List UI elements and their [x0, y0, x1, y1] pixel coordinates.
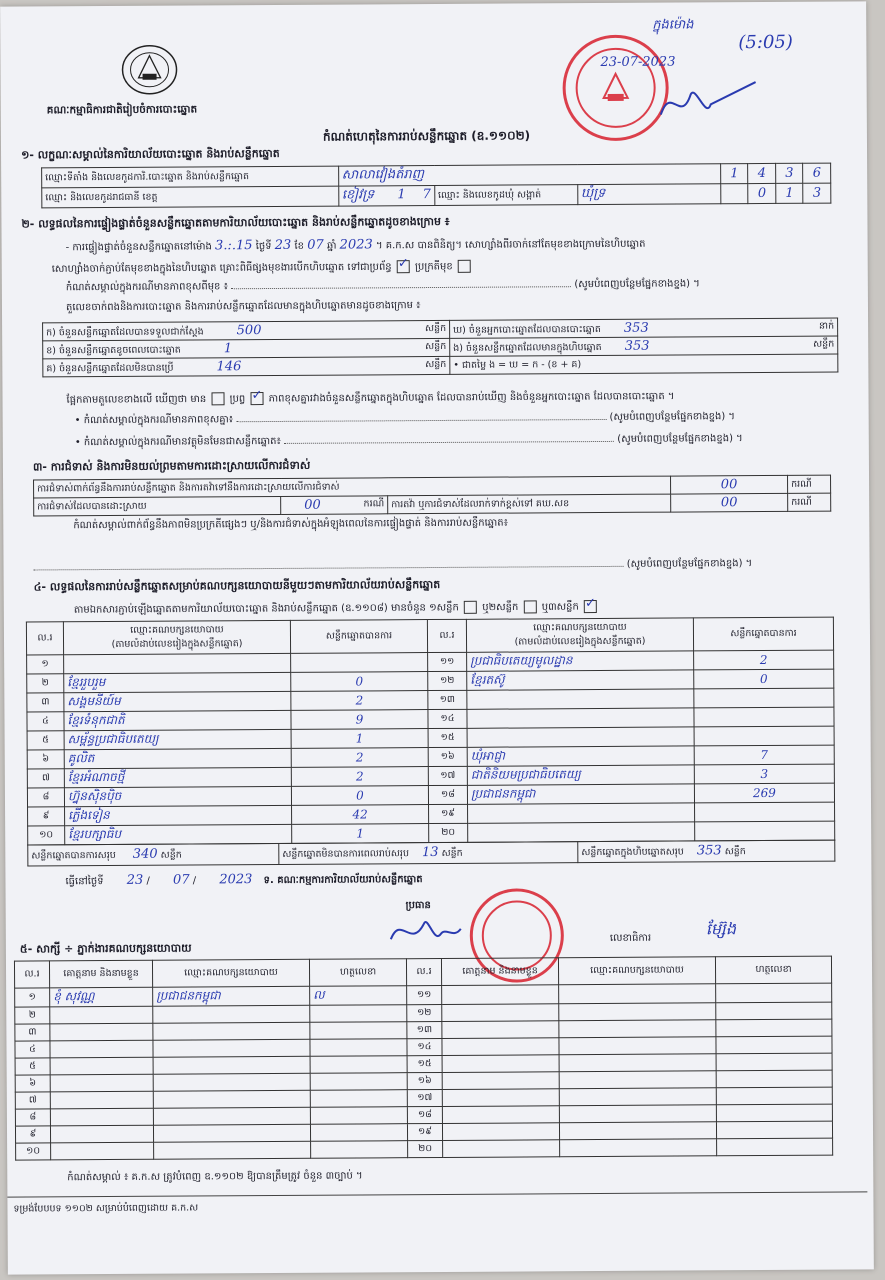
verification-text-d: ឆ្នាំ [326, 240, 337, 252]
made-on-label: ធ្វើនៅថ្ងៃទី [65, 876, 104, 888]
results-no: ១០ [39, 829, 54, 841]
witness-no: ១៦ [417, 1075, 432, 1087]
seal-normal-label: ប្រក្រតីមុខ [414, 261, 453, 273]
province-value: ខៀវទ្រ [341, 187, 375, 203]
foreign-note [75, 433, 835, 449]
results-col-votes-2: សន្លឹកឆ្នោតបានការ [693, 617, 833, 651]
chair-signature [386, 909, 466, 954]
verification-time: 3.:.15 [214, 238, 253, 254]
totals-table [27, 840, 835, 867]
total-valid-value: 340 [132, 846, 158, 862]
secretary-label: លេខាធិការ [609, 932, 652, 944]
stamp-time: (5:05) [738, 31, 793, 54]
witness-table [14, 956, 833, 1161]
section4-title: ៤- លទ្ធផលនៃការរាប់សន្លឹកឆ្នោតសម្រាប់គណបក្សនយោបាយនីមួយៗតាមការិយាល័យរាប់សន្លឹកឆ្នោត [33, 577, 441, 594]
results-votes: 9 [355, 712, 364, 727]
foreign-note-label: • កំណត់សម្គាល់ក្នុងករណីមានវត្ថុមិនមែនជាសន្លឹកឆ្នោត៖ [74, 435, 281, 449]
voters-value: 353 [623, 320, 649, 336]
total-invalid-value: 13 [421, 844, 439, 861]
form-sheet [0, 1, 874, 1274]
results-party: ឃុំអាជ្ញា [470, 748, 506, 763]
site-code-1: 1 [730, 166, 739, 182]
results-col-no-2: ល.រ [427, 619, 466, 652]
results-votes: 2 [355, 769, 364, 784]
verification-line [66, 237, 646, 255]
results-col-party: ឈ្មោះគណបក្សនយោបាយ [130, 624, 224, 636]
secretary-signature: ម្ស៊ែង [705, 919, 736, 939]
province-label: ឈ្មោះ និងលេខកូដរាជធានី ខេត្ត [42, 186, 339, 208]
witness-row [16, 1138, 833, 1160]
witness-no: ២០ [418, 1143, 433, 1155]
witness-col-sign-2: ហត្ថលេខា [715, 956, 831, 984]
received-unit: សន្លឹក [424, 322, 447, 334]
results-votes: 7 [760, 747, 769, 763]
received-value: 500 [236, 322, 262, 338]
results-votes: 269 [752, 785, 776, 801]
results-party: ប្រជាធិបតេយ្យមូលដ្ឋាន [470, 653, 573, 668]
total-valid-label: សន្លឹកឆ្នោតបានការសរុប [31, 849, 116, 862]
attach-3-checkbox[interactable] [584, 600, 597, 613]
formula-note: • ជាតម្លៃ ង = ឃ = ក - (ខ + គ) [450, 354, 838, 374]
diff-note-label: • កំណត់សម្គាល់ក្នុងករណីមានភាពខុសគ្នា៖ [74, 414, 234, 427]
results-no: ៩ [42, 810, 50, 822]
results-votes: 42 [352, 807, 368, 822]
appealed-label: ការតវ៉ា ឬការជំទាស់ដែលរាក់ទាក់ខ្ពស់ទៅ គឃ.សខ [388, 494, 671, 514]
seal-line [52, 260, 473, 276]
results-body [27, 650, 835, 845]
section1-title: ១- លក្ខណៈសម្គាល់នៃការិយាល័យបោះឆ្នោត និងរាប់សន្លឹកឆ្នោត [21, 146, 280, 162]
unused-unit: សន្លឹក [425, 358, 447, 370]
compare-no-diff-checkbox[interactable] [250, 392, 263, 405]
verification-text-e: ។ គ.ក.ស បានពិនិត្យ។ សោហ្សាំងពីរចាក់នៅតែមុខខាងក្រោមនៃហិបឆ្នោត [375, 238, 646, 252]
results-no: ១៩ [441, 807, 456, 819]
witness-no: ១១ [416, 989, 432, 1001]
made-on-line: ធ្វើនៅថ្ងៃទី 23 / 07 / 2023 ទ. គណៈកម្មការការិយាល័យរាប់សន្លឹកឆ្នោត [65, 872, 423, 888]
foreign-note-hint: (សូមបំពេញបន្ថែមផ្នែកខាងខ្នង) ។ [617, 433, 743, 445]
results-no: ១៥ [440, 731, 455, 743]
province-code-1: 1 [397, 187, 406, 203]
witness-col-no: ល.រ [14, 961, 49, 988]
seal-normal-checkbox[interactable] [397, 260, 410, 273]
results-col-party-sub-2: (តាមលំដាប់លេខរៀងក្នុងសន្លឹកឆ្នោត) [514, 635, 646, 648]
unused-label: គ) ចំនួនសន្លឹកឆ្នោតដែលមិនបានប្រើ [46, 362, 174, 374]
seal-text: សោហ្សាំងចាក់ភ្ជាប់តែមុខខាងក្នុងនៃហិបឆ្នោត គ្រោះពិធីផ្សងមុខងារបើកហិបឆ្នោត ទៅជាប្រព័ន្ធ [51, 261, 392, 275]
witness-no: ១ [28, 991, 36, 1003]
witness-no: ៦ [29, 1077, 37, 1089]
witness-col-name: គោត្តនាម និងនាមខ្លួន [49, 960, 152, 988]
total-invalid-label: សន្លឹកឆ្នោតមិនបានការពេលរាប់សរុប [282, 848, 409, 860]
commune-value: ឃុំទ្រ [580, 185, 606, 202]
nec-emblem-icon [120, 44, 178, 96]
results-no: ៥ [42, 734, 50, 746]
results-no: ២០ [441, 826, 456, 838]
in-box-value: 353 [624, 338, 650, 354]
results-party: ភ្លើងទៀន [68, 808, 110, 823]
results-party: ខ្មែររួបរួម [67, 675, 106, 690]
form-title: កំណត់ហេតុនៃការរាប់សន្លឹកឆ្នោត (ឧ.១១០២) [322, 128, 531, 144]
results-no: ៨ [42, 791, 50, 803]
results-col-votes: សន្លឹកឆ្នោតបានការ [290, 620, 427, 654]
resolved-unit: ករណី [363, 498, 385, 510]
seal-note [66, 278, 836, 294]
results-no: ៤ [42, 715, 49, 727]
spoiled-label: ខ) ចំនួនសន្លឹកឆ្នោតខូចពេលបោះឆ្នោត [46, 344, 181, 356]
total-box-value: 353 [696, 843, 722, 859]
site-code-4: 6 [812, 165, 822, 181]
voters-label: ឃ) ចំនួនអ្នកបោះឆ្នោតដែលបានបោះឆ្នោត [453, 323, 601, 336]
section3-title: ៣- ការជំទាស់ និងការមិនយល់ព្រមតាមការដោះស្រាយលើការជំទាស់ [32, 458, 311, 474]
results-col-party-2: ឈ្មោះគណបក្សនយោបាយ [533, 621, 627, 634]
unused-value: 146 [216, 358, 242, 374]
witness-no: ១០ [26, 1145, 41, 1157]
made-on-tail: ទ. គណៈកម្មការការិយាល័យរាប់សន្លឹកឆ្នោត [263, 874, 423, 887]
stamp-date: 23-07-2023 [600, 54, 676, 70]
results-col-no: ល.រ [26, 622, 63, 655]
results-no: ១៤ [440, 712, 455, 724]
complaints-table [33, 475, 831, 517]
received-label: ក) ចំនួនសន្លឹកឆ្នោតដែលបានទទួលជាក់ស្តែង [46, 325, 204, 338]
witness-no: ១៩ [418, 1126, 433, 1138]
results-votes: 0 [759, 671, 768, 687]
results-party: ប្រជាជនកម្ពុជា [470, 786, 536, 801]
results-votes: 0 [355, 674, 364, 689]
verification-year: 2023 [339, 237, 373, 253]
results-no: ១៦ [440, 750, 455, 762]
commune-code-2: 1 [785, 185, 794, 201]
results-votes: 2 [355, 750, 364, 765]
section2-title: ២- លទ្ធផលនៃការផ្ទៀងផ្ទាត់ចំនួនសន្លឹកឆ្នោតតាមការិយាល័យបោះឆ្នោត និងរាប់សន្លឹកឆ្នោតដូចខាងក្រោម ៖ [21, 214, 450, 231]
results-votes: 1 [355, 731, 364, 746]
results-no: ៣ [41, 696, 50, 708]
compare-text-a: ផ្អែកតាមតួលេខខាងលើ ឃើញថា មាន [66, 393, 207, 406]
witness-no: ២ [28, 1009, 36, 1021]
results-party: ជាតិនិយមប្រជាធិបតេយ្យ [470, 767, 581, 782]
results-no: ១៣ [439, 693, 456, 705]
resolved-label: ការជំទាស់ដែលបានដោះស្រាយ [34, 496, 281, 516]
irregularity-hint: (សូមបំពេញបន្ថែមផ្នែកខាងខ្នង) ។ [626, 558, 753, 570]
witness-no: ១៥ [417, 1058, 432, 1070]
complaints-row1-label: ការជំទាស់ពាក់ព័ន្ធនឹងការរាប់សន្លឹកឆ្នោត និងការតវ៉ាទៅនឹងការដោះស្រាយលើការជំទាស់ [34, 476, 671, 498]
results-party: សង្គមនីយ៍ម [67, 693, 121, 709]
appealed-value: 00 [720, 495, 738, 511]
witness-party: ប្រជាជនកម្ពុជា [156, 988, 221, 1003]
results-votes: 2 [355, 693, 364, 708]
total-box-label: សន្លឹកឆ្នោតក្នុងហិបឆ្នោតសរុប [581, 846, 684, 859]
footer-divider [7, 1191, 867, 1197]
site-code-3: 3 [785, 165, 794, 181]
section1-table [41, 163, 831, 209]
seal-note-hint: (សូមបំពេញបន្ថែមផ្នែកខាងខ្នង) ។ [574, 278, 700, 291]
seal-other-checkbox[interactable] [458, 260, 471, 273]
site-code-2: 4 [757, 165, 767, 182]
results-no: ១៨ [440, 788, 455, 800]
witness-col-name-2: គោត្តនាម និងនាមខ្លួន [441, 958, 558, 986]
results-votes: 1 [356, 826, 365, 841]
witness-col-party-2: ឈ្មោះគណបក្សនយោបាយ [558, 957, 715, 985]
attach-2-checkbox[interactable] [524, 600, 537, 613]
chair-label: ប្រធាន [405, 900, 431, 912]
commune-code-3: 3 [812, 185, 822, 201]
stamp-signature [651, 74, 761, 135]
attachment-line [74, 600, 599, 616]
total-invalid-unit: សន្លឹក [441, 847, 463, 859]
witness-no: ៣ [28, 1026, 37, 1038]
verification-text-a: - ការផ្ទៀងផ្ទាត់ចំនួនសន្លឹកឆ្នោតនៅម៉ោង [65, 241, 212, 254]
in-box-label: ង) ចំនួនសន្លឹកឆ្នោតដែលមានក្នុងហិបឆ្នោត [453, 341, 602, 354]
witness-no: ៧ [28, 1094, 37, 1106]
compare-text-c: ភាពខុសគ្នារវាងចំនួនសន្លឹកឆ្នោតក្នុងហិបឆ្នោត ដែលបានរាប់ឃើញ និងចំនួនអ្នកបោះឆ្នោត ដែលបានបោះឆ្នោត ។ [268, 391, 675, 405]
spoiled-value: 1 [223, 340, 233, 356]
witness-col-no-2: ល.រ [406, 958, 441, 985]
witness-no: ៤ [29, 1043, 36, 1055]
counts-intro: តួលេខចាក់ពងនិងការបោះឆ្នោត និងការរាប់សន្លឹកឆ្នោតដែលមានក្នុងហិបឆ្នោតមានដូចខាងក្រោម ៖ [65, 300, 421, 314]
made-month: 07 [172, 872, 190, 888]
compare-line [66, 390, 674, 407]
results-party: ខ្មែរតស៊ូ [470, 672, 505, 687]
results-col-party-sub: (តាមលំដាប់លេខរៀងក្នុងសន្លឹកឆ្នោត) [111, 638, 243, 650]
commune-label: ឈ្មោះ និងលេខកូដឃុំ សង្កាត់ [434, 185, 577, 206]
witness-col-sign: ហត្ថលេខា [309, 959, 406, 987]
compare-text-b: ប្រព្វ [229, 393, 246, 405]
results-no: ៧ [41, 772, 50, 784]
section5-title: ៥- សាក្សី ÷ ភ្នាក់ងារគណបក្សនយោបាយ [19, 941, 192, 956]
spoiled-unit: សន្លឹក [425, 340, 447, 352]
made-day: 23 [126, 872, 144, 888]
witness-no: ៥ [29, 1060, 36, 1072]
verification-day: 23 [274, 237, 292, 253]
total-box-unit: សន្លឹក [724, 846, 746, 858]
results-party: សម្ព័ន្ធប្រជាធិបតេយ្យ [67, 731, 159, 747]
witness-no: ៨ [29, 1111, 37, 1123]
complaints-row1-value: 00 [720, 477, 738, 493]
made-year: 2023 [219, 872, 253, 888]
witness-no: ១៣ [416, 1024, 433, 1036]
results-votes: 3 [760, 766, 769, 782]
results-votes: 2 [759, 652, 768, 668]
results-party: ខ្មែរអំណាចថ្មី [67, 769, 125, 785]
witness-body [15, 983, 833, 1160]
witness-no: ១៧ [417, 1092, 433, 1104]
seal-note-label: កំណត់សម្គាល់ក្នុងករណីមានភាពខុសពីមុខ ៖ [65, 281, 229, 294]
site-label: ឈ្មោះទីតាំង និងលេខកូដការិ.បោះឆ្នោត និងរាប់សន្លឹកឆ្នោត [42, 166, 339, 188]
complaints-row1-unit: ករណី [788, 475, 831, 493]
results-party: ហ្វ៊ុនស៊ិនប៉ិច [67, 788, 122, 804]
attach-2-label: ឬ២សន្លឹក [482, 602, 519, 614]
diff-note [75, 411, 835, 427]
compare-has-checkbox[interactable] [211, 392, 224, 405]
results-party: ខ្មែរបក្សាធិប [68, 826, 122, 842]
commune-code-1: 0 [757, 185, 767, 202]
in-box-unit: សន្លឹក [813, 338, 835, 350]
committee-name: គណៈកម្មាធិការជាតិរៀបចំការបោះឆ្នោត [46, 103, 198, 117]
results-no: ១១ [439, 655, 455, 667]
results-table [26, 617, 835, 846]
results-party: ខ្មែរទំនុកជាតិ [67, 712, 125, 728]
voters-unit: នាក់ [818, 320, 835, 332]
witness-sign: ល [313, 987, 325, 1002]
footer-instruction: ទម្រង់បែបបទ ១១០២ សម្រាប់បំពេញដោយ គ.ក.ស [13, 1202, 199, 1215]
total-valid-unit: សន្លឹក [160, 849, 182, 861]
results-no: ១២ [440, 674, 455, 686]
results-votes: 0 [356, 788, 364, 803]
verification-month: 07 [307, 237, 324, 253]
witness-no: ១៨ [417, 1109, 432, 1121]
stamp-note: ក្នុងម៉ោង [652, 17, 694, 33]
attachment-text: តាមឯកសារភ្ជាប់ឡើងឆ្នោតតាមការិយាល័យបោះឆ្នោត និងរាប់សន្លឹកឆ្នោត (ឧ.១១០៨) មានចំនួន ១សន្លឹក [73, 602, 459, 616]
irregularity-note: កំណត់សម្គាល់ពាក់ព័ន្ធនឹងភាពមិនប្រក្រតីផ្សេងៗ ឬ/និងការជំទាស់ក្នុងអំឡុងពេលនៃការផ្ទៀងផ្ទាត់ និងការរាប់សន្លឹកឆ្នោត៖ [73, 517, 509, 532]
verification-text-b: ថ្ងៃទី [255, 241, 272, 253]
witness-no: ១២ [417, 1007, 432, 1019]
results-party: គូលិត [67, 751, 95, 766]
resolved-value: 00 [304, 497, 321, 513]
site-value: សាលាវៀងតំរាញ [341, 167, 424, 183]
results-no: ១ [41, 658, 49, 670]
witness-name: ខុំ សុវណ្ណ [53, 989, 95, 1004]
witness-no: ៩ [29, 1128, 37, 1140]
attach-1-checkbox[interactable] [464, 601, 477, 614]
results-no: ៦ [42, 753, 50, 765]
counts-table [42, 318, 838, 378]
appealed-unit: ករណី [788, 493, 831, 511]
witness-col-party: ឈ្មោះគណបក្សនយោបាយ [152, 959, 309, 987]
footer-note: កំណត់សម្គាល់ ៖ គ.ក.ស ត្រូវបំពេញ ឧ.១១០២ ឱ្យបានត្រឹមត្រូវ ចំនួន ៣ច្បាប់ ។ [67, 1170, 363, 1184]
province-code-2: 7 [422, 187, 431, 203]
results-no: ២ [41, 677, 49, 689]
irregularity-line [34, 558, 834, 574]
attach-3-label: ឬ៣សន្លឹក [541, 601, 579, 613]
diff-note-hint: (សូមបំពេញបន្ថែមផ្នែកខាងខ្នង) ។ [609, 411, 736, 423]
witness-no: ១៤ [417, 1041, 432, 1053]
results-no: ១៧ [440, 769, 456, 781]
verification-text-c: ខែ [294, 240, 305, 252]
